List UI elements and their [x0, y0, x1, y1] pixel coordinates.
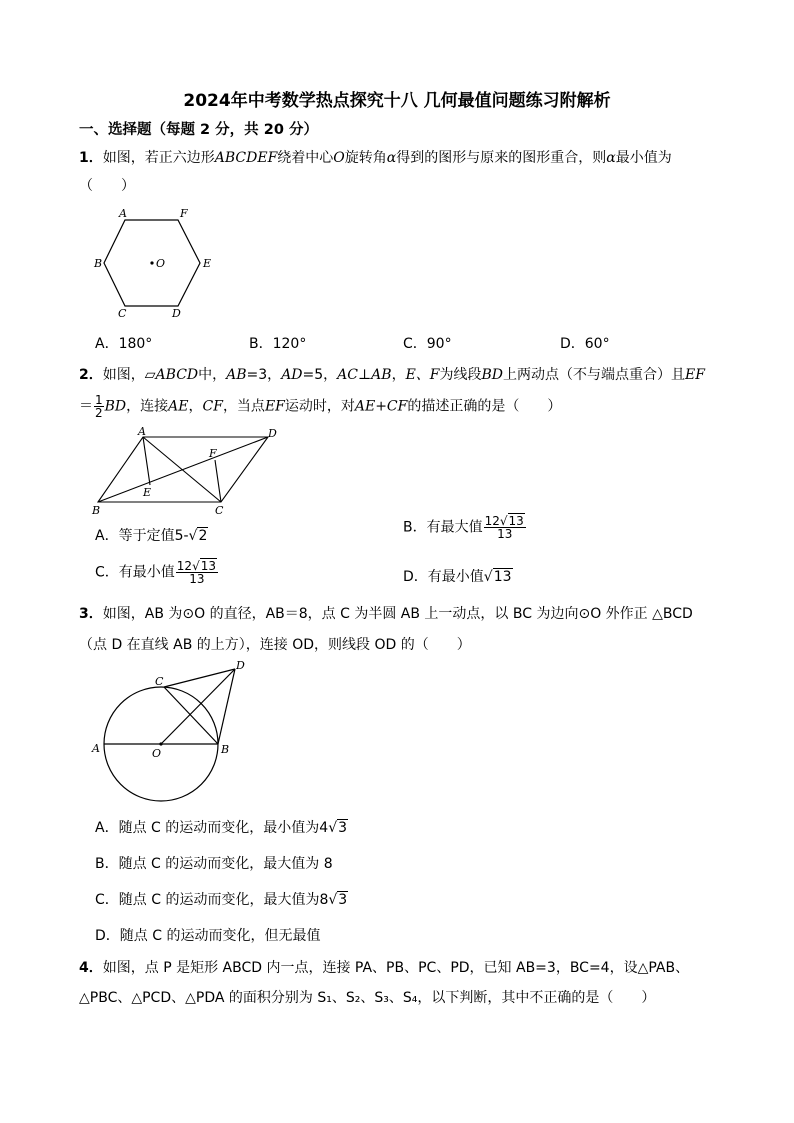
half-fraction: $\frac{1}{2}$ — [95, 393, 103, 420]
q4-stem-line2: △PBC、△PCD、△PDA 的面积分别为 S₁、S₂、S₃、S₄，以下判断，其中不正确的是（ ） — [79, 990, 656, 1006]
label-A: A — [92, 742, 100, 755]
label-F: F — [209, 447, 217, 460]
segment-BD — [98, 437, 268, 502]
segment-CF — [215, 460, 221, 502]
segment-CD — [164, 669, 235, 687]
q3-option-a[interactable]: A．随点 C 的运动而变化，最小值为4√3 — [95, 820, 348, 836]
q3-option-c[interactable]: C．随点 C 的运动而变化，最大值为8√3 — [95, 892, 348, 908]
q3-stem-line1: 3．如图，AB 为⊙O 的直径，AB＝8，点 C 为半圆 AB 上一动点，以 BC 为边向⊙O 外作正 △BCD — [79, 606, 693, 622]
sqrt-2: √2 — [188, 528, 208, 544]
label-E: E — [203, 257, 212, 270]
label-B: B — [92, 504, 101, 516]
center-point — [150, 261, 153, 264]
q4-number: 4． — [79, 960, 103, 976]
q2-option-d[interactable]: D．有最小值√13 — [403, 569, 512, 585]
q1-option-c[interactable]: C．90° — [403, 336, 452, 352]
q1-option-b[interactable]: B．120° — [249, 336, 307, 352]
label-O: O — [152, 747, 162, 760]
segment-AE — [143, 437, 150, 485]
q1-number: 1． — [79, 150, 103, 166]
q3-option-d[interactable]: D．随点 C 的运动而变化，但无最值 — [95, 928, 321, 944]
segment-OD — [161, 669, 235, 744]
q1-paren: （ ） — [79, 178, 135, 194]
q3-circle-figure — [88, 657, 258, 819]
label-D: D — [268, 427, 277, 440]
q1-stem: 1．如图，若正六边形ABCDEF绕着中心O旋转角α得到的图形与原来的图形重合，则α最小值为 — [79, 150, 672, 166]
label-A: A — [119, 207, 127, 220]
q2-stem-line1: 2．如图，▱ABCD中，AB=3，AD=5，AC⊥AB，E、F为线段BD上两动点（不与端点重合）且EF — [79, 367, 705, 383]
sqrt-13: √13 — [483, 569, 512, 585]
q2-stem-line2: ＝ $\frac{1}{2}$ BD，连接AE，CF，当点EF运动时，对AE+CF的描述正确的是（ ） — [79, 393, 562, 420]
label-C: C — [215, 504, 224, 516]
label-B: B — [94, 257, 103, 270]
q2-option-c[interactable]: C．有最小值 $\frac{12√13}{13}$ — [95, 559, 216, 586]
min-fraction: $\frac{12√13}{13}$ — [176, 559, 216, 586]
q3-option-b[interactable]: B．随点 C 的运动而变化，最大值为 8 — [95, 856, 333, 872]
label-C: C — [118, 307, 127, 318]
q2-number: 2． — [79, 367, 103, 383]
label-D: D — [236, 659, 245, 672]
q2-option-b[interactable]: B．有最大值 $\frac{12√13}{13}$ — [403, 514, 524, 541]
label-O: O — [156, 257, 166, 270]
label-C: C — [155, 675, 164, 688]
q3-number: 3． — [79, 606, 103, 622]
q1-option-d[interactable]: D．60° — [560, 336, 610, 352]
q1-option-a[interactable]: A．180° — [95, 336, 153, 352]
max-fraction: $\frac{12√13}{13}$ — [484, 514, 524, 541]
label-D: D — [172, 307, 181, 318]
q3-stem-line2: （点 D 在直线 AB 的上方），连接 OD，则线段 OD 的（ ） — [79, 637, 471, 653]
center-point — [159, 742, 162, 745]
q2-option-a[interactable]: A．等于定值5-√2 — [95, 528, 208, 544]
label-E: E — [143, 486, 152, 499]
label-F: F — [180, 207, 188, 220]
page-title: 2024年中考数学热点探究十八 几何最值问题练习附解析 — [183, 91, 611, 111]
label-A: A — [138, 425, 146, 438]
segment-BD — [218, 669, 235, 744]
q2-parallelogram-figure — [88, 424, 288, 516]
q1-hexagon-figure — [88, 206, 218, 318]
label-B: B — [221, 743, 230, 756]
section-heading: 一、选择题（每题 2 分，共 20 分） — [79, 122, 318, 138]
q4-stem-line1: 4．如图，点 P 是矩形 ABCD 内一点，连接 PA、PB、PC、PD，已知 AB=3，BC=4，设△PAB、 — [79, 960, 690, 976]
